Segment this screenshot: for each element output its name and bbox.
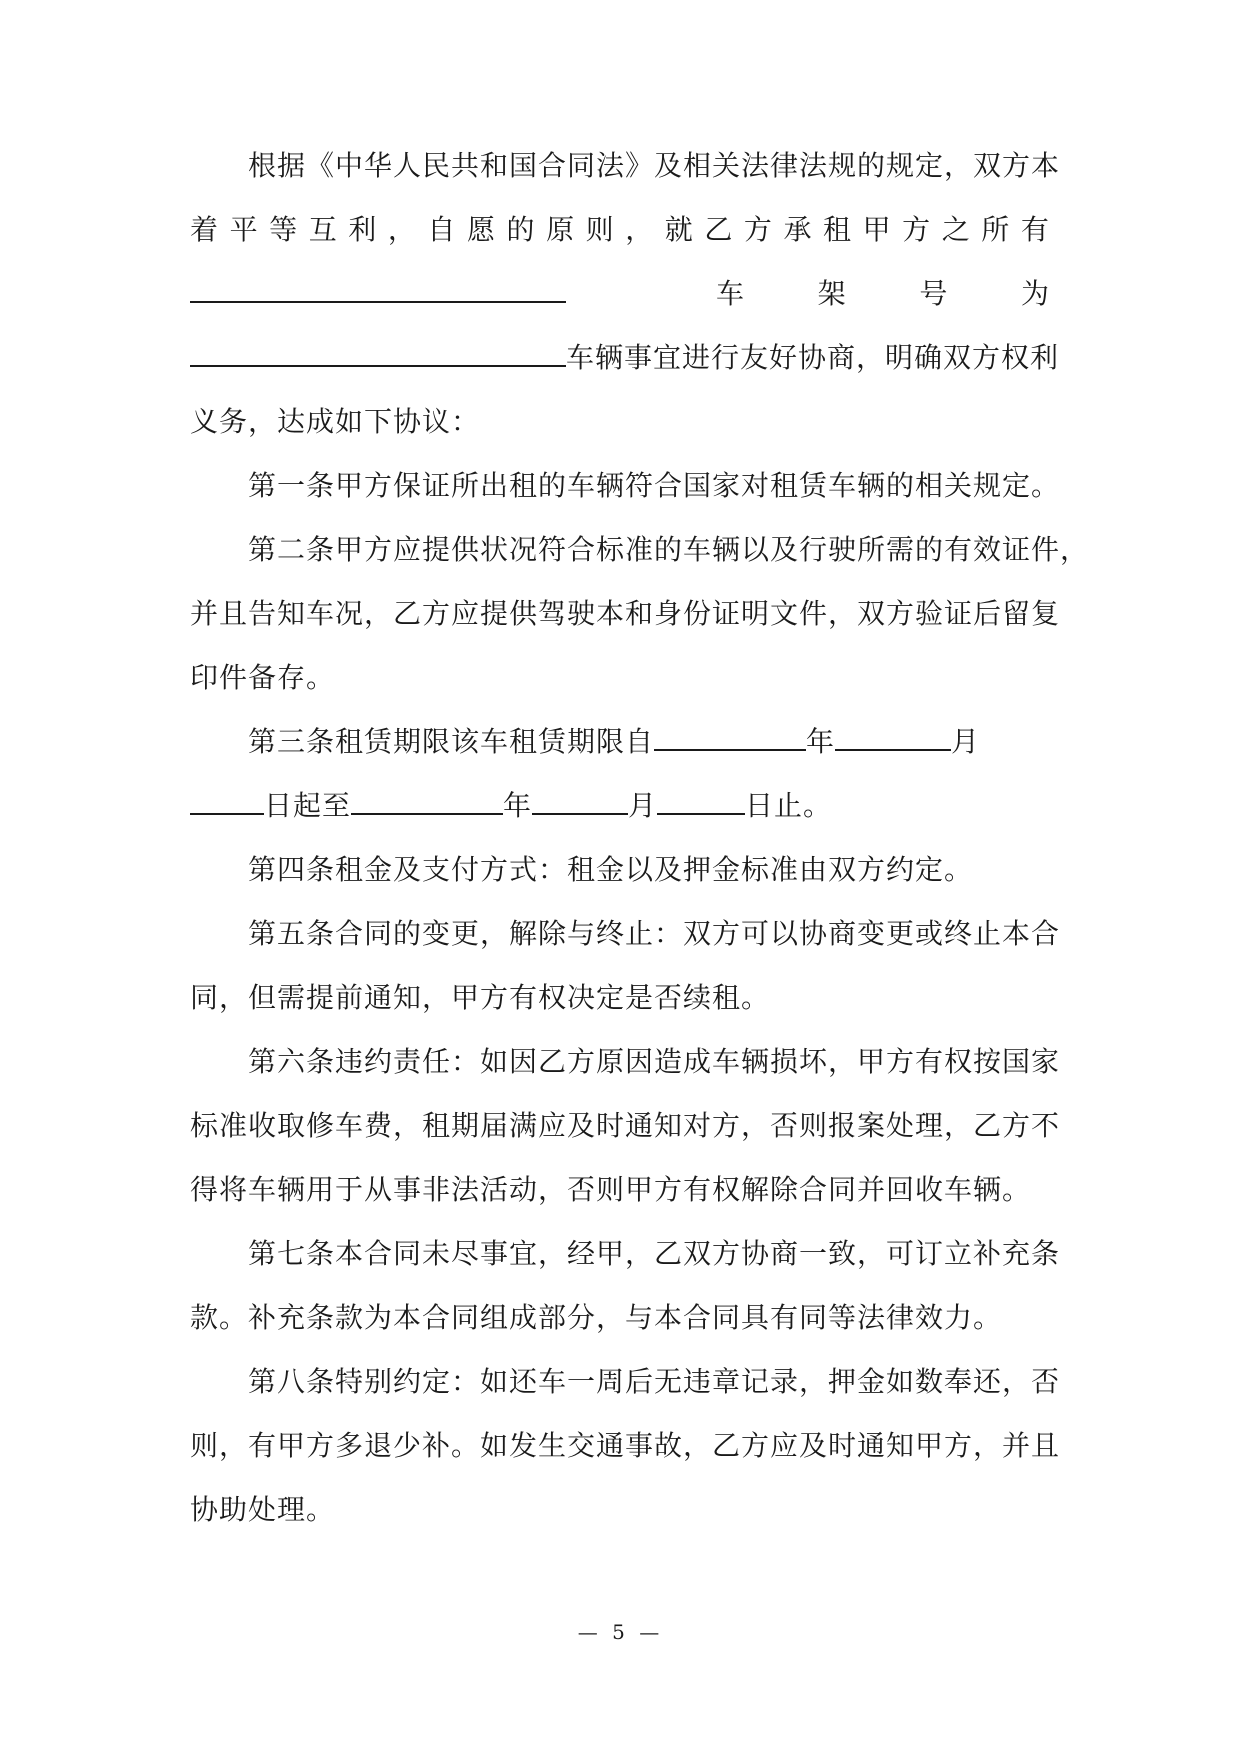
intro-line-3-char-0: 车 <box>716 277 746 310</box>
article-2-line-3: 印件备存。 <box>190 661 336 694</box>
article-3-end: 日止。 <box>745 789 833 822</box>
article-2-line-2: 并且告知车况，乙方应提供驾驶本和身份证明文件，双方验证后留复 <box>190 597 1061 630</box>
article-3-month2-label: 月 <box>628 789 658 822</box>
end-year-blank[interactable] <box>351 785 503 815</box>
intro-line-3 <box>190 262 1050 326</box>
start-day-blank[interactable] <box>190 785 264 815</box>
article-5-line-2: 同，但需提前通知，甲方有权决定是否续租。 <box>190 981 771 1014</box>
article-6-line-2: 标准收取修车费，租期届满应及时通知对方，否则报案处理，乙方不 <box>190 1109 1061 1142</box>
article-8-line-1: 第八条特别约定：如还车一周后无违章记录，押金如数奉还，否 <box>248 1365 1061 1398</box>
intro-line-2-char-11: ， <box>625 213 655 246</box>
page-number: — 5 — <box>577 1620 664 1644</box>
start-year-blank[interactable] <box>654 721 806 751</box>
intro-line-3-char-2: 号 <box>919 277 949 310</box>
intro-line-4-text: 车辆事宜进行友好协商，明确双方权利 <box>566 341 1060 374</box>
intro-line-5: 义务，达成如下协议： <box>190 405 481 438</box>
intro-line-2-char-8: 的 <box>506 213 536 246</box>
article-3-year-label: 年 <box>806 725 836 758</box>
article-7-line-1: 第七条本合同未尽事宜，经甲，乙双方协商一致，可订立补充条 <box>248 1237 1061 1270</box>
article-6-line-1: 第六条违约责任：如因乙方原因造成车辆损坏，甲方有权按国家 <box>248 1045 1061 1078</box>
intro-line-3-char-3: 为 <box>1020 277 1050 310</box>
contract-body <box>190 134 1090 1542</box>
intro-line-2 <box>190 198 1050 262</box>
intro-line-2-char-9: 原 <box>546 213 576 246</box>
intro-line-1: 根据《中华人民共和国合同法》及相关法律法规的规定，双方本 <box>248 149 1061 182</box>
intro-line-2-char-2: 等 <box>269 213 299 246</box>
article-5-line-1: 第五条合同的变更，解除与终止：双方可以协商变更或终止本合 <box>248 917 1061 950</box>
article-3-line-1 <box>190 710 1050 774</box>
intro-line-2-char-3: 互 <box>308 213 338 246</box>
intro-line-2-char-17: 甲 <box>862 213 892 246</box>
end-day-blank[interactable] <box>657 785 745 815</box>
article-3-month-label: 月 <box>951 725 981 758</box>
intro-line-2-char-5: ， <box>387 213 417 246</box>
intro-line-3-char-1: 架 <box>817 277 847 310</box>
article-6-line-3: 得将车辆用于从事非法活动，否则甲方有权解除合同并回收车辆。 <box>190 1173 1032 1206</box>
intro-line-2-char-7: 愿 <box>466 213 496 246</box>
article-3-year2-label: 年 <box>503 789 533 822</box>
intro-line-2-char-1: 平 <box>229 213 259 246</box>
article-8-line-2: 则，有甲方多退少补。如发生交通事故，乙方应及时通知甲方，并且 <box>190 1429 1061 1462</box>
article-3-day-from: 日起至 <box>264 789 352 822</box>
article-8-line-3: 协助处理。 <box>190 1493 336 1526</box>
intro-line-2-char-18: 方 <box>902 213 932 246</box>
article-3-head: 第三条租赁期限该车租赁期限自 <box>248 725 655 758</box>
end-month-blank[interactable] <box>532 785 628 815</box>
intro-line-2-char-15: 承 <box>783 213 813 246</box>
article-1: 第一条甲方保证所出租的车辆符合国家对租赁车辆的相关规定。 <box>248 469 1061 502</box>
intro-line-2-char-10: 则 <box>585 213 615 246</box>
intro-line-2-char-19: 之 <box>941 213 971 246</box>
vehicle-owner-blank[interactable] <box>190 273 566 303</box>
intro-line-2-char-6: 自 <box>427 213 457 246</box>
intro-line-2-char-0: 着 <box>190 213 220 246</box>
intro-line-2-char-20: 所 <box>981 213 1011 246</box>
intro-line-2-char-14: 方 <box>743 213 773 246</box>
intro-line-2-char-16: 租 <box>823 213 853 246</box>
intro-line-4 <box>190 326 1060 390</box>
article-3-line-2 <box>190 774 1050 838</box>
article-2-line-1: 第二条甲方应提供状况符合标准的车辆以及行驶所需的有效证件， <box>248 533 1090 566</box>
intro-line-2-char-12: 就 <box>664 213 694 246</box>
start-month-blank[interactable] <box>835 721 951 751</box>
intro-line-2-char-4: 利 <box>348 213 378 246</box>
vin-blank[interactable] <box>190 337 566 367</box>
intro-line-2-char-13: 乙 <box>704 213 734 246</box>
article-7-line-2: 款。补充条款为本合同组成部分，与本合同具有同等法律效力。 <box>190 1301 1003 1334</box>
intro-line-2-char-21: 有 <box>1020 213 1050 246</box>
vin-label <box>716 262 1050 326</box>
article-4: 第四条租金及支付方式：租金以及押金标准由双方约定。 <box>248 853 974 886</box>
